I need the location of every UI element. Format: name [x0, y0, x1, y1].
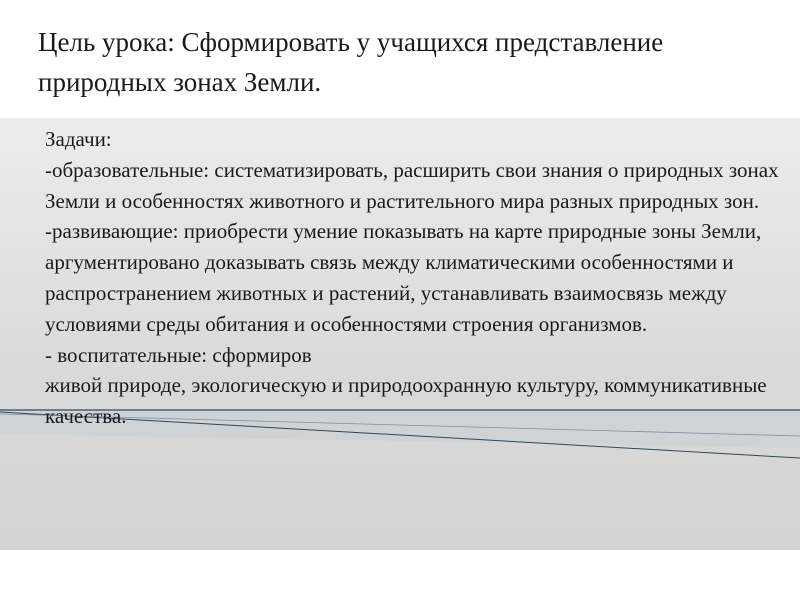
- educational-task: -образовательные: систематизировать, расширить свои знания о природных зонах Земли и особенностях животного и растительного мира разных природных зон.: [45, 157, 779, 213]
- content-panel: [0, 118, 800, 550]
- title-line-2: природных зонах Земли.: [38, 67, 322, 97]
- developmental-task: -развивающие: приобрести умение показывать на карте природные зоны Земли, аргументировано доказывать связь между климатическими особенностями и распространением животных и растений, устанавливать взаимосвязь между условиями среды обитания и особенностями строения организмов.: [45, 219, 762, 336]
- title-line-1: Цель урока: Сформировать у учащихся представление: [38, 27, 664, 57]
- slide-title: [38, 22, 778, 102]
- tasks-heading: Задачи:: [45, 127, 112, 151]
- upbringing-task-end: живой природе, экологическую и природоохранную культуру, коммуникативные качества.: [45, 373, 767, 429]
- upbringing-task-start: - воспитательные: сформиров: [45, 342, 312, 367]
- tasks-text: [45, 124, 780, 432]
